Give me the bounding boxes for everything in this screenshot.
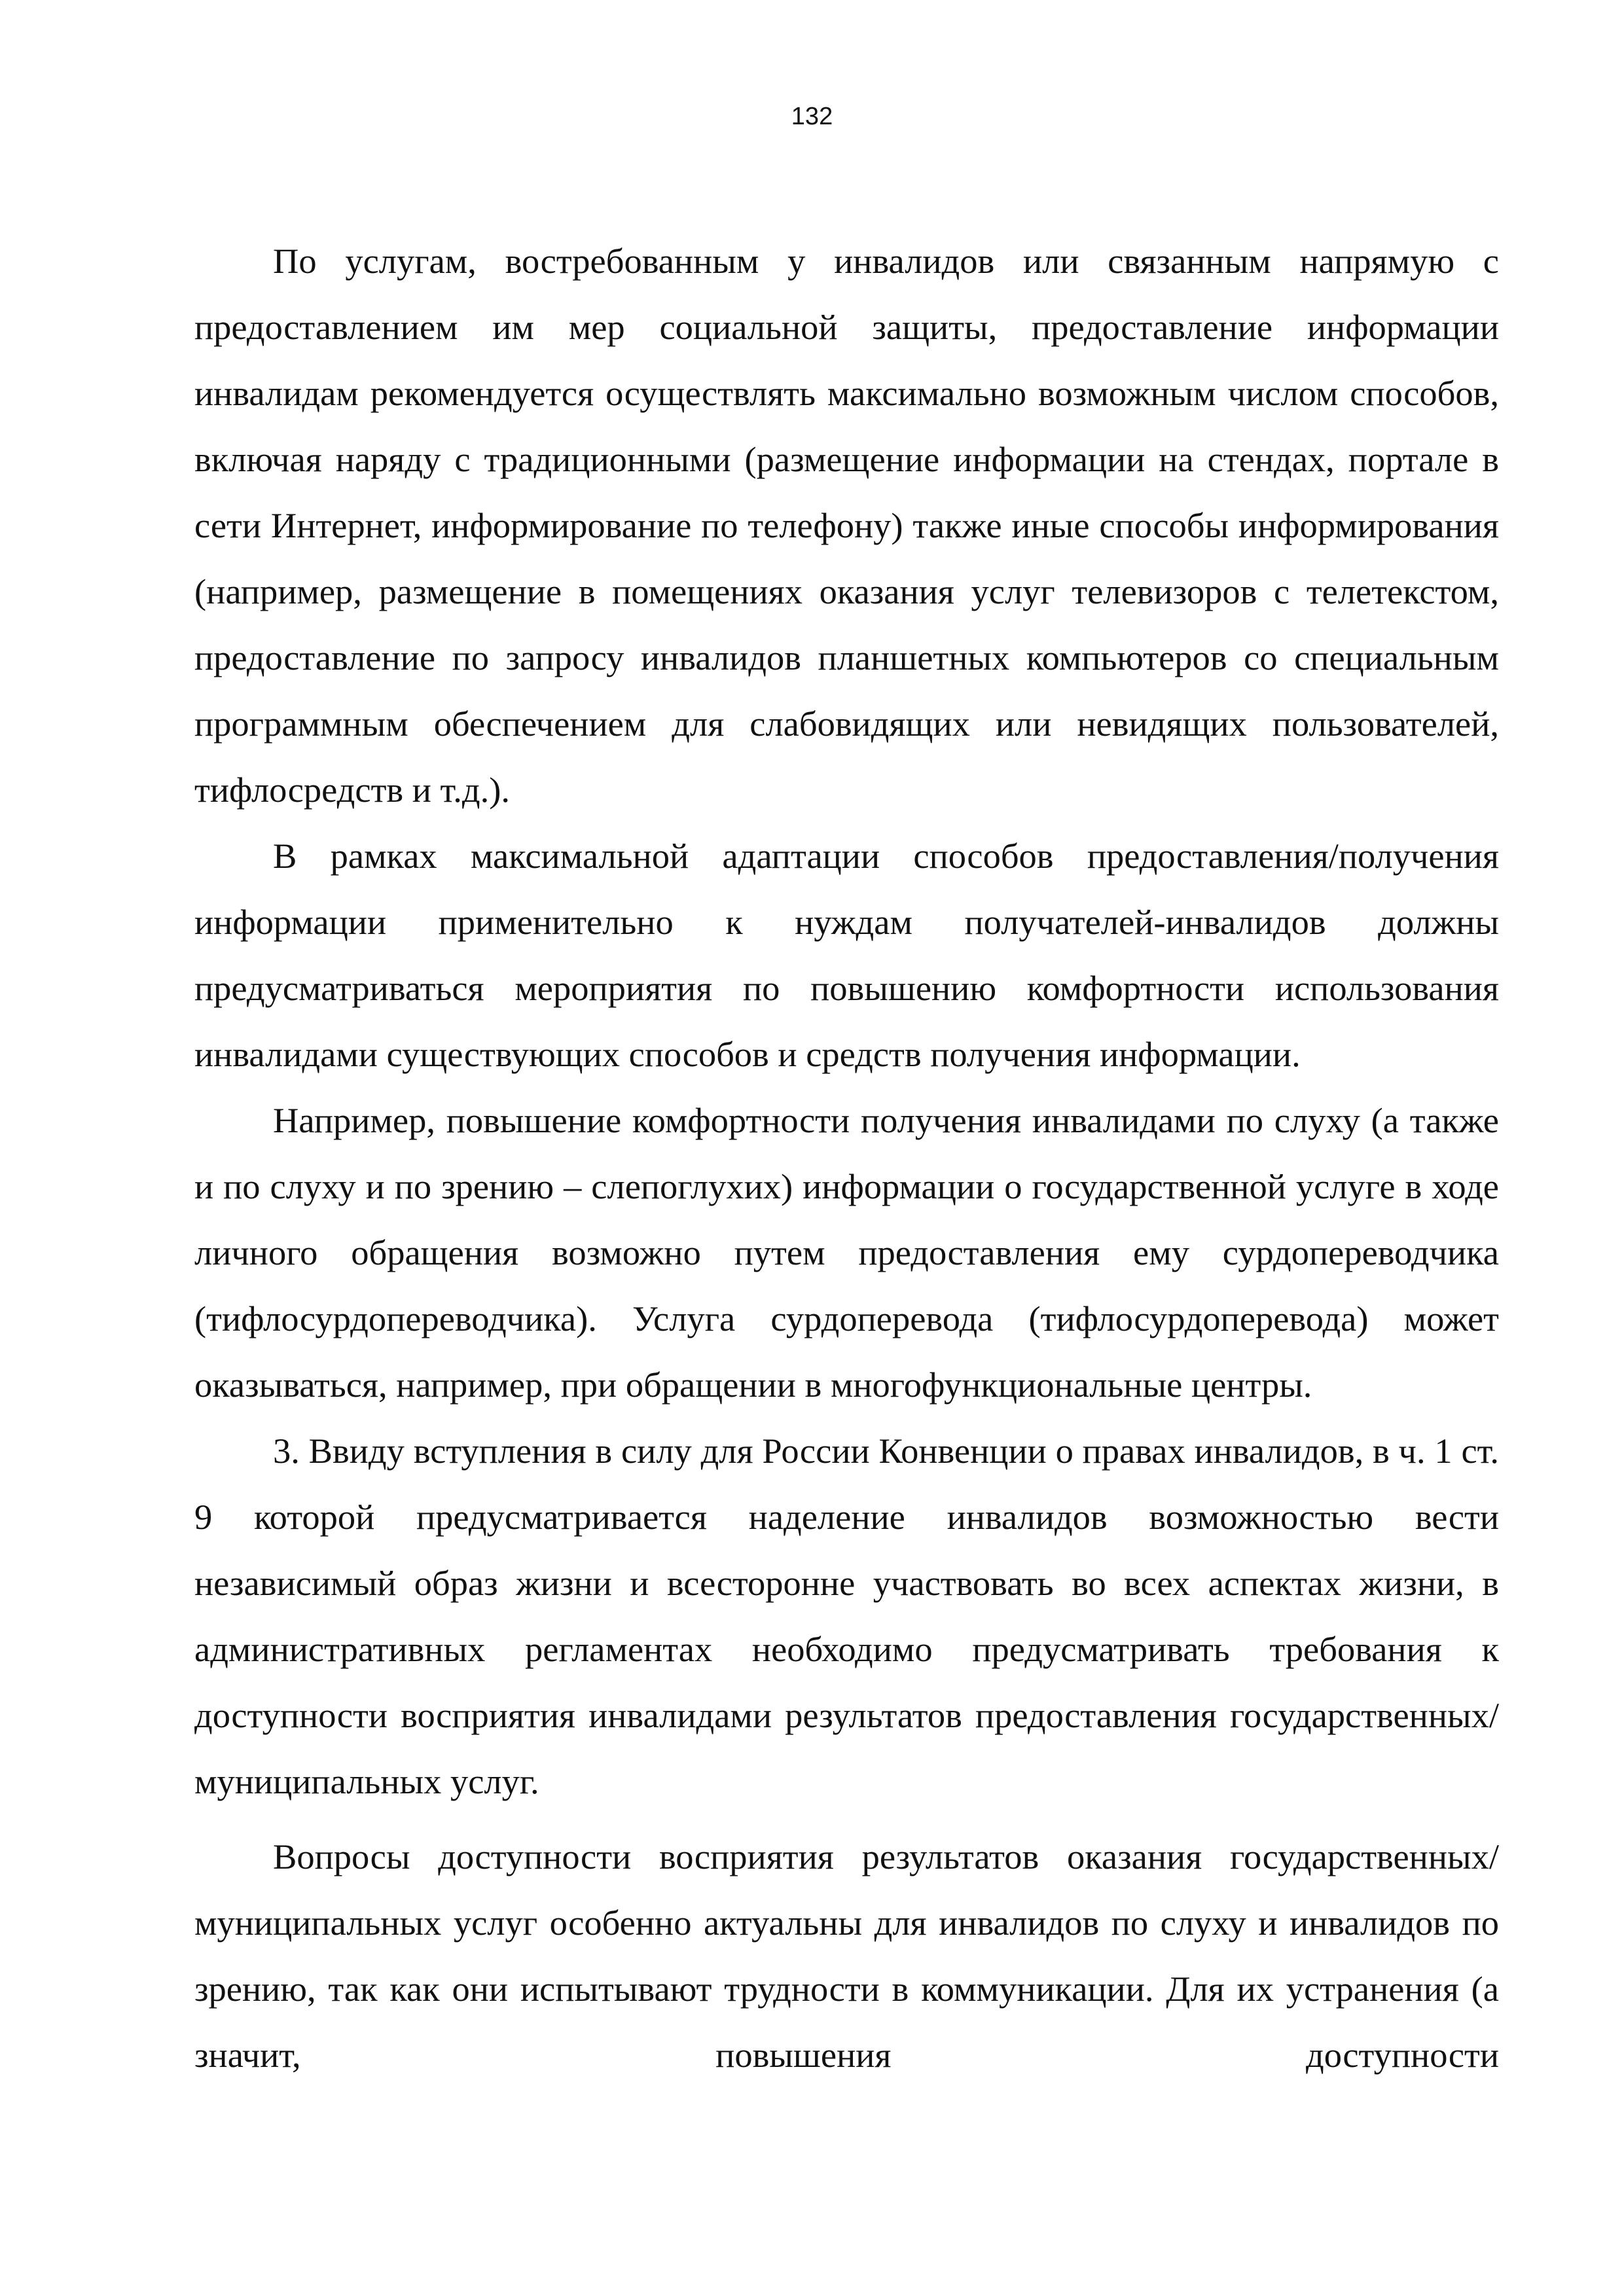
document-body	[194, 228, 1499, 2088]
paragraph-convention: 3. Ввиду вступления в силу для России Конвенции о правах инвалидов, в ч. 1 ст. 9 которой предусматривается наделение инвалидов возможностью вести независимый образ жизни и всесторонне участвовать во всех аспектах жизни, в административных регламентах необходимо предусматривать требования к доступности восприятия инвалидами результатов предоставления государственных/муниципальных услуг.	[194, 1431, 1499, 1801]
paragraph-accessibility-questions: Вопросы доступности восприятия результатов оказания государственных/ муниципальных услуг особенно актуальны для инвалидов по слуху и инвалидов по зрению, так как они испытывают трудности в коммуникации. Для их устранения (а значит, повышения доступности	[194, 1837, 1499, 2075]
paragraph-adaptation: В рамках максимальной адаптации способов предоставления/получения информации применительно к нуждам получателей-инвалидов должны предусматриваться мероприятия по повышению комфортности использования инвалидами существующих способов и средств получения информации.	[194, 836, 1499, 1074]
paragraph-sign-language-example: Например, повышение комфортности получения инвалидами по слуху (а также и по слуху и по зрению – слепоглухих) информации о государственной услуге в ходе личного обращения возможно путем предоставления ему сурдопереводчика (тифлосурдопереводчика). Услуга сурдоперевода (тифлосурдоперевода) может оказываться, например, при обращении в многофункциональные центры.	[194, 1100, 1499, 1405]
paragraph-information-methods: По услугам, востребованным у инвалидов или связанным напрямую с предоставлением им мер социальной защиты, предоставление информации инвалидам рекомендуется осуществлять максимально возможным числом способов, включая наряду с традиционными (размещение информации на стендах, портале в сети Интернет, информирование по телефону) также иные способы информирования (например, размещение в помещениях оказания услуг телевизоров с телетекстом, предоставление по запросу инвалидов планшетных компьютеров со специальным программным обеспечением для слабовидящих или невидящих пользователей, тифлосредств и т.д.).	[194, 241, 1499, 810]
page-number: 132	[791, 103, 833, 130]
